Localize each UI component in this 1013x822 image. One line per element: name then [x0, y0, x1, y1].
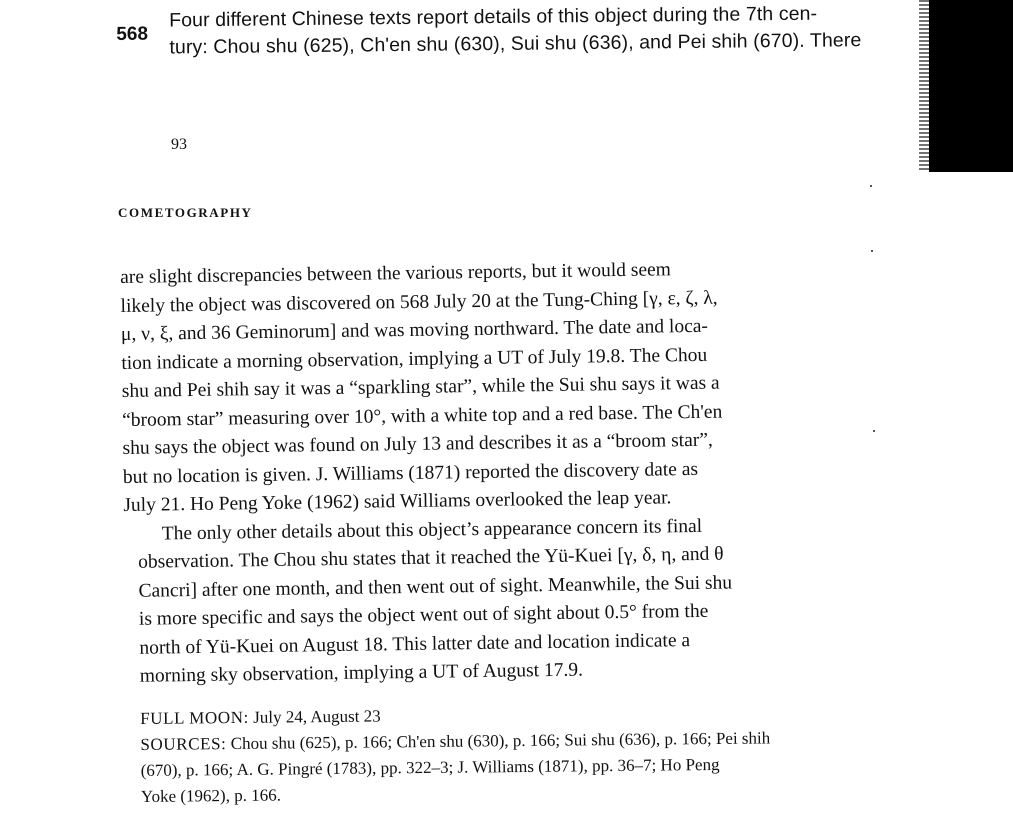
page-number: 93 — [171, 136, 187, 153]
sources-text: Chou shu (625), p. 166; Ch'en shu (630), p. 166; Sui shu (636), p. 166; Pei shih — [226, 728, 771, 754]
full-moon-text: July 24, August 23 — [248, 706, 381, 727]
running-header: COMETOGRAPHY — [118, 205, 253, 220]
scan-speck — [871, 250, 873, 252]
body-line: July 21. Ho Peng Yoke (1962) said Williams overlooked the leap year. — [123, 487, 672, 516]
body-line: Cancri] after one month, and then went out of sight. Meanwhile, the Sui shu — [138, 571, 733, 602]
body-line: but no location is given. J. Williams (1871) reported the discovery date as — [122, 458, 699, 488]
body-line: north of Yü-Kuei on August 18. This latter date and location indicate a — [139, 629, 691, 659]
main-paragraph-block — [120, 254, 826, 691]
previous-entry-text — [116, 0, 862, 62]
text-line: Four different Chinese texts report details of this object during the 7th cen- — [169, 2, 818, 32]
sources-line: Yoke (1962), p. 166. — [140, 785, 281, 806]
body-line: shu says the object was found on July 13 and describes it as a “broom star”, — [122, 429, 713, 459]
entry-year: 568 — [116, 23, 149, 45]
body-line: The only other details about this object’s appearance concern its final — [161, 515, 703, 544]
body-line: shu and Pei shih say it was a “sparkling star”, while the Sui shu says it was a — [121, 372, 720, 402]
sources-label: SOURCES: — [140, 734, 227, 754]
body-line: μ, ν, ξ, and 36 Geminorum] and was moving northward. The date and loca- — [120, 315, 709, 345]
scan-edge-noise — [919, 0, 929, 172]
notes-block — [140, 699, 831, 810]
scan-speck — [873, 430, 875, 432]
body-line: observation. The Chou shu states that it reached the Yü-Kuei [γ, δ, η, and θ — [138, 543, 724, 573]
body-line: “broom star” measuring over 10°, with a white top and a red base. The Ch'en — [122, 401, 723, 431]
body-line: likely the object was discovered on 568 July 20 at the Tung-Ching [γ, ε, ζ, λ, — [120, 287, 718, 317]
body-line: is more specific and says the object went out of sight about 0.5° from the — [138, 600, 709, 630]
scan-speck — [870, 185, 872, 187]
sources-line: (670), p. 166; A. G. Pingré (1783), pp. 322–3; J. Williams (1871), pp. 36–7; Ho Peng — [140, 754, 720, 780]
body-line: are slight discrepancies between the various reports, but it would seem — [120, 259, 672, 288]
body-line: morning sky observation, implying a UT of August 17.9. — [139, 659, 584, 687]
full-moon-label: FULL MOON: — [140, 707, 250, 728]
scan-edge-shadow — [929, 0, 1013, 172]
text-line: tury: Chou shu (625), Ch'en shu (630), Sui shu (636), and Pei shih (670). There — [169, 29, 862, 59]
body-line: tion indicate a morning observation, implying a UT of July 19.8. The Chou — [121, 344, 708, 374]
